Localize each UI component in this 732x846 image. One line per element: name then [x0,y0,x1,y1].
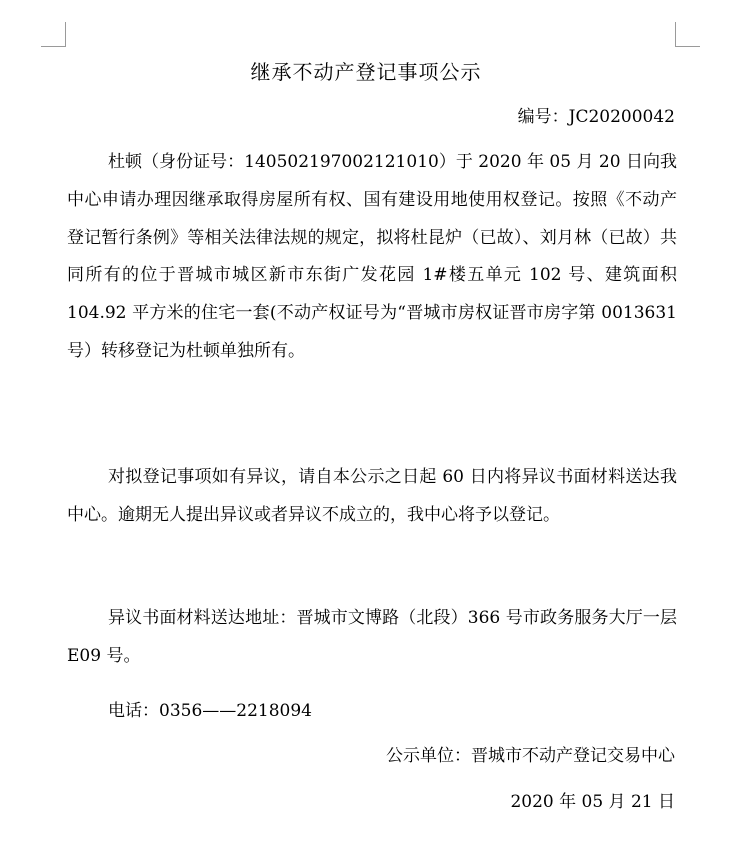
document-number: 编号：JC20200042 [517,107,675,127]
page-corner-mark-top-left [41,22,66,47]
paragraph-objection: 对拟登记事项如有异议，请自本公示之日起 60 日内将异议书面材料送达我中心。逾期无人提出异议或者异议不成立的，我中心将予以登记。 [67,467,677,525]
paragraph-application: 杜顿（身份证号：140502197002121010）于 2020 年 05 月 20 日向我中心申请办理因继承取得房屋所有权、国有建设用地使用权登记。按照《不动产登记暂行条例》等相关法律法规的规定，拟将杜昆炉（已故）、刘月林（已故）共同所有的位于晋城市城区新市东街广发花园 1#楼五单元 102 号、建筑面积 104.92 平方米的住宅一套(不动产权证号为“晋城市房权证晋市房字第 0013631 号）转移登记为杜顿单独所有。 [67,152,677,361]
paragraph-phone: 电话：0356——2218094 [108,701,312,721]
issuing-unit: 公示单位：晋城市不动产登记交易中心 [386,746,675,766]
paragraph-address: 异议书面材料送达地址：晋城市文博路（北段）366 号市政务服务大厅一层 E09 号。 [67,608,677,666]
document-title: 继承不动产登记事项公示 [250,60,482,84]
issue-date: 2020 年 05 月 21 日 [510,792,675,812]
page-corner-mark-top-right [675,22,700,47]
